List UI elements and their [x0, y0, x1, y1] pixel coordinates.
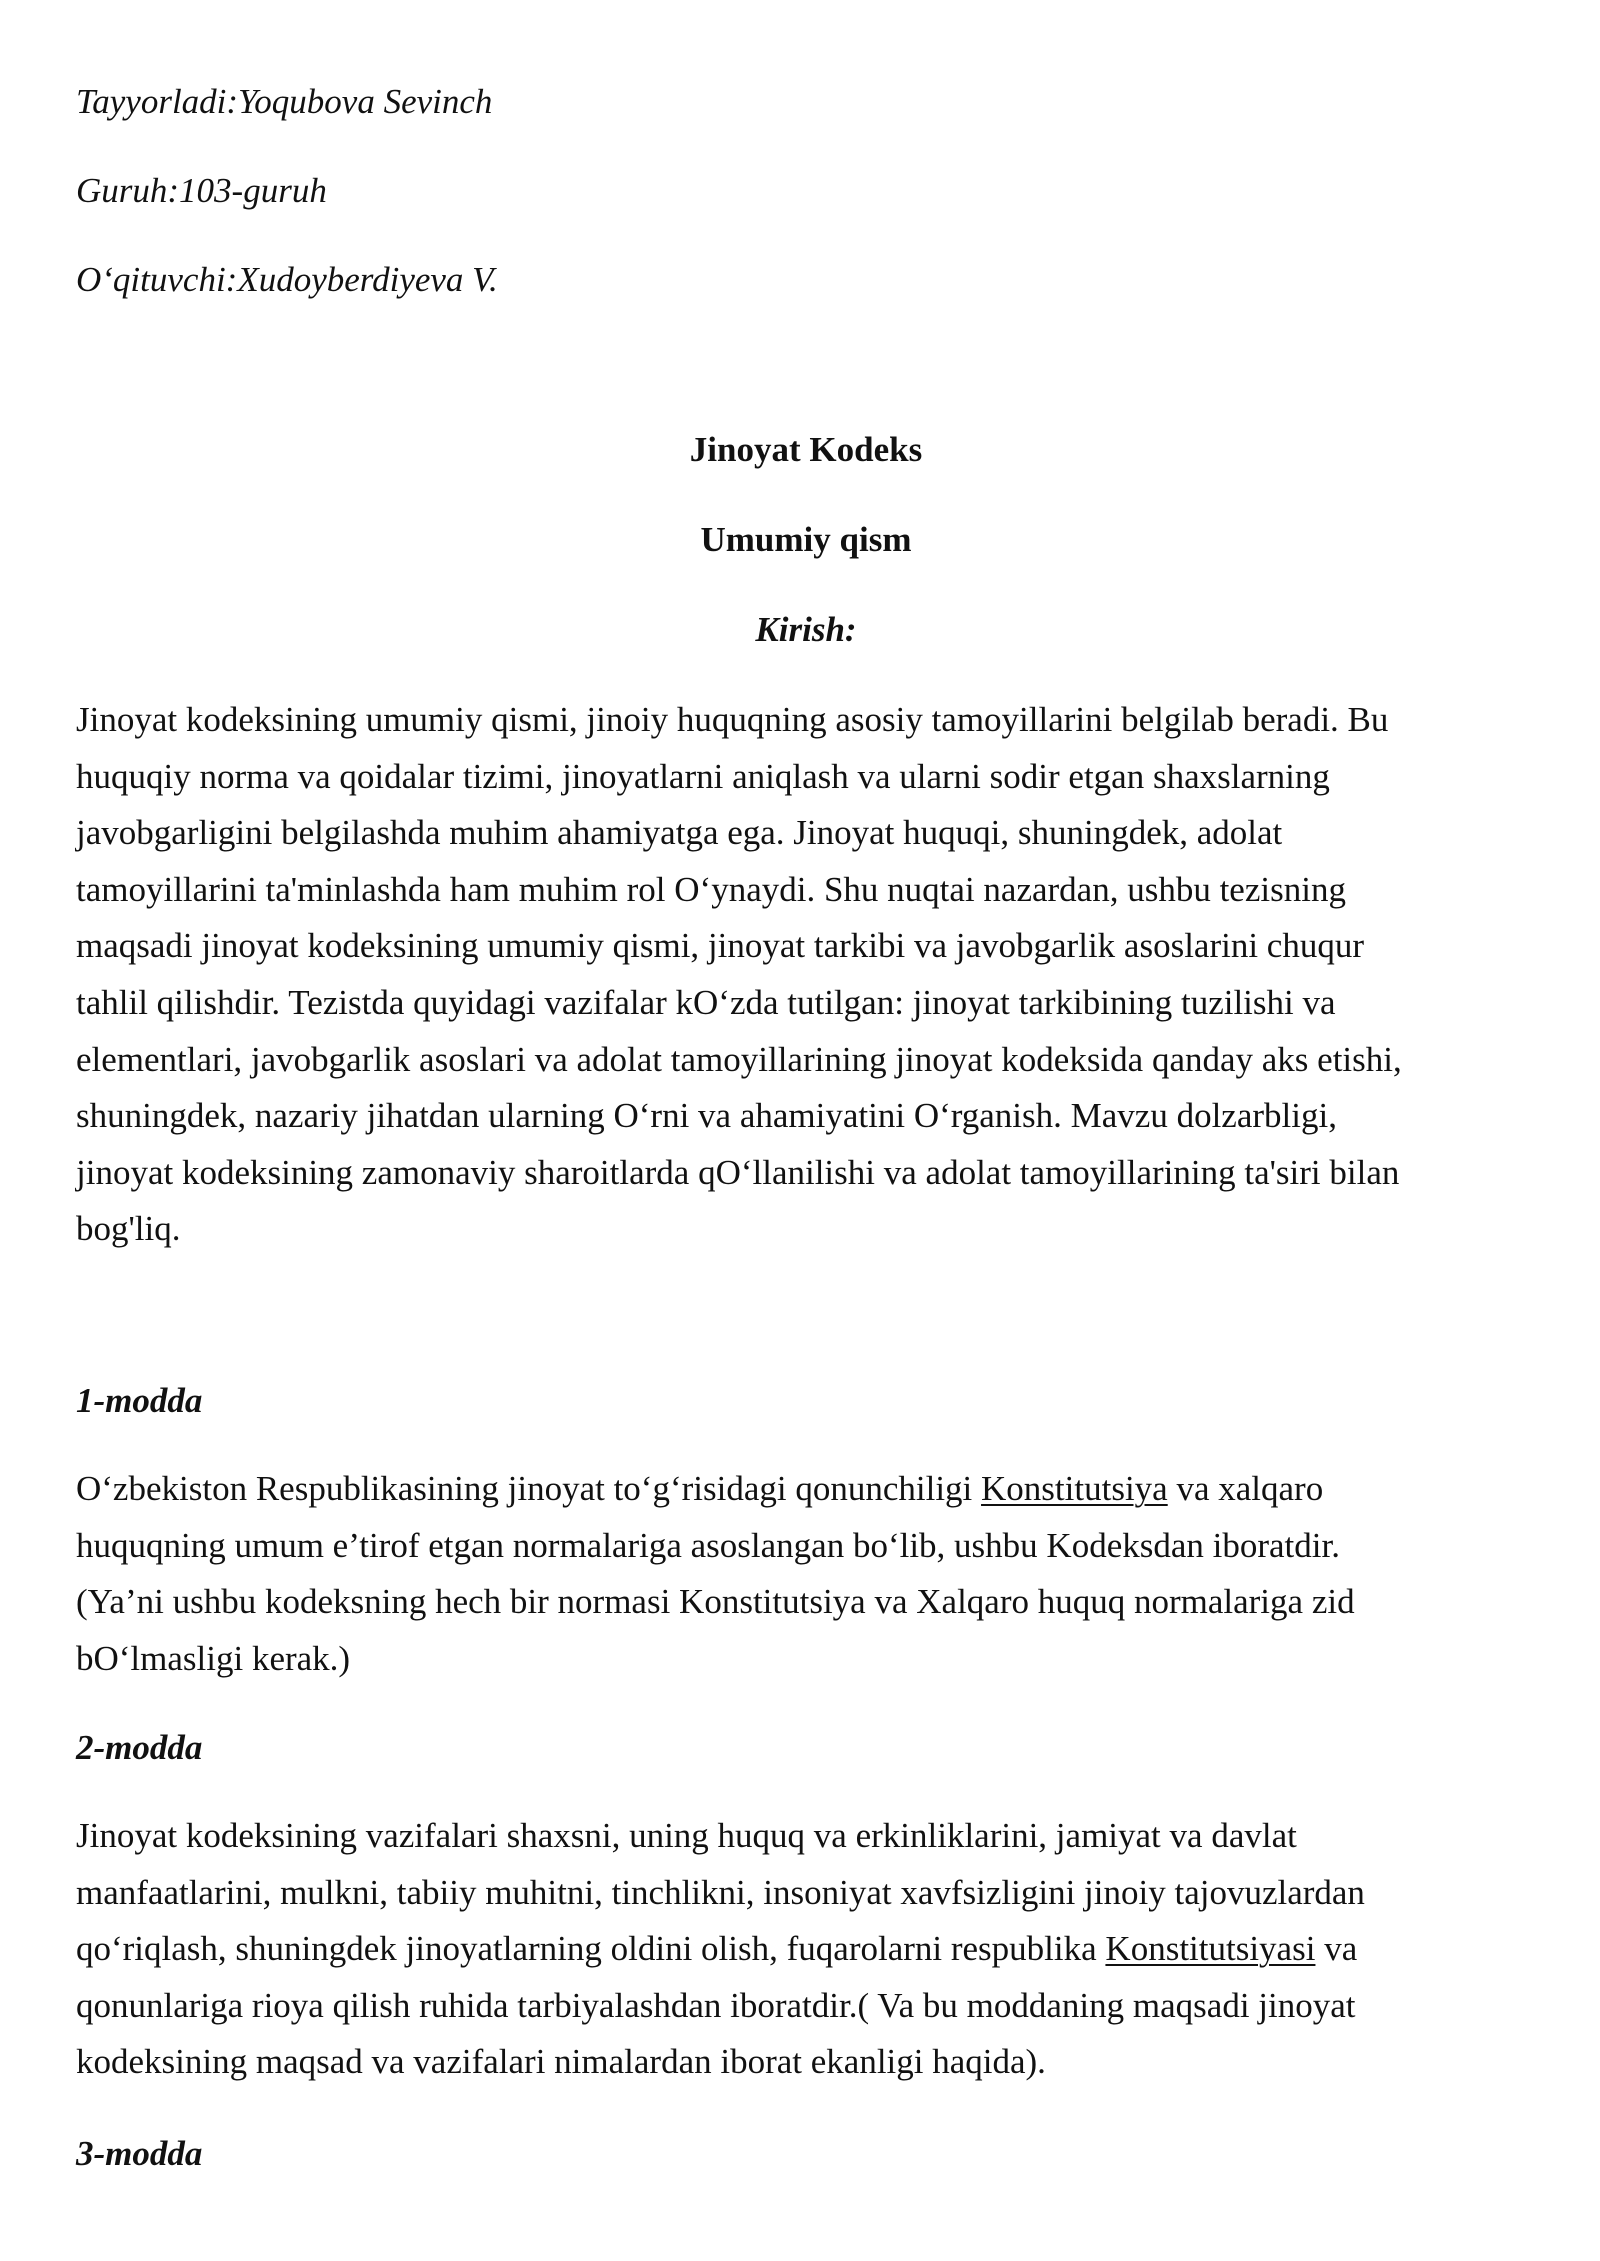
article-2-line-text: qo‘riqlash, shuningdek jinoyatlarning oldini olish, fuqarolarni respublika	[76, 1929, 1106, 1969]
article-1-heading: 1-modda	[76, 1381, 203, 1420]
group-line: Guruh:103-guruh	[76, 171, 327, 210]
article-1-line: (Ya’ni ushbu kodeksning hech bir normasi Konstitutsiya va Xalqaro huquq normalariga zid	[76, 1582, 1355, 1622]
article-1-line-text: va xalqaro	[1167, 1469, 1324, 1508]
konstitutsiya-link[interactable]: Konstitutsiya	[981, 1469, 1168, 1508]
article-2-line: kodeksining maqsad va vazifalari nimalardan iborat ekanligi haqida).	[76, 2042, 1046, 2082]
article-2-line: manfaatlarini, mulkni, tabiiy muhitni, tinchlikni, insoniyat xavfsizligini jinoiy tajovuzlardan	[76, 1872, 1365, 1912]
intro-line: shuningdek, nazariy jihatdan ularning O‘rni va ahamiyatini O‘rganish. Mavzu dolzarbligi,	[76, 1096, 1337, 1136]
article-1-line-text: O‘zbekiston Respublikasining jinoyat to‘g‘risidagi qonunchiligi	[76, 1469, 982, 1508]
author-line: Tayyorladi:Yoqubova Sevinch	[76, 82, 493, 121]
article-1-text	[76, 1461, 1536, 1687]
article-1-line: huquqning umum e’tirof etgan normalariga asoslangan bo‘lib, ushbu Kodeksdan iboratdir.	[76, 1525, 1340, 1565]
article-2-line-text: va	[1315, 1929, 1358, 1969]
intro-line: maqsadi jinoyat kodeksining umumiy qismi, jinoyat tarkibi va javobgarlik asoslarini chuqur	[76, 926, 1364, 966]
intro-line: bog'liq.	[76, 1209, 181, 1249]
intro-line: tahlil qilishdir. Tezistda quyidagi vazifalar kO‘zda tutilgan: jinoyat tarkibining tuzilishi va	[76, 982, 1336, 1022]
intro-line: tamoyillarini ta'minlashda ham muhim rol O‘ynaydi. Shu nuqtai nazardan, ushbu tezisning	[76, 869, 1346, 909]
article-2-line: qonunlariga rioya qilish ruhida tarbiyalashdan iboratdir.( Va bu moddaning maqsadi jinoyat	[76, 1985, 1356, 2025]
article-1-line	[76, 1461, 1536, 1518]
intro-heading: Kirish:	[755, 610, 857, 649]
intro-line: jinoyat kodeksining zamonaviy sharoitlarda qO‘llanilishi va adolat tamoyillarining ta'siri bilan	[76, 1152, 1400, 1192]
article-3-heading: 3-modda	[76, 2134, 203, 2173]
intro-line: javobgarligini belgilashda muhim ahamiyatga ega. Jinoyat huquqi, shuningdek, adolat	[76, 813, 1283, 853]
article-2-text	[76, 1808, 1536, 2091]
intro-line: Jinoyat kodeksining umumiy qismi, jinoiy huquqning asosiy tamoyillarini belgilab beradi. Bu	[76, 700, 1389, 739]
article-1-line: bO‘lmasligi kerak.)	[76, 1638, 351, 1678]
document-title: Jinoyat Kodeks	[689, 430, 923, 469]
intro-paragraph	[76, 692, 1536, 1258]
intro-line: huquqiy norma va qoidalar tizimi, jinoyatlarni aniqlash va ularni sodir etgan shaxslarning	[76, 756, 1330, 796]
article-2-line	[76, 1921, 1536, 1978]
article-2-line: Jinoyat kodeksining vazifalari shaxsni, uning huquq va erkinliklarini, jamiyat va davlat	[76, 1816, 1297, 1855]
konstitutsiyasi-link[interactable]: Konstitutsiyasi	[1105, 1929, 1316, 1969]
teacher-line: O‘qituvchi:Xudoyberdiyeva V.	[76, 260, 498, 299]
article-2-heading: 2-modda	[76, 1728, 203, 1767]
intro-line: elementlari, javobgarlik asoslari va adolat tamoyillarining jinoyat kodeksida qanday aks etishi,	[76, 1039, 1402, 1079]
part-title: Umumiy qism	[700, 520, 912, 559]
